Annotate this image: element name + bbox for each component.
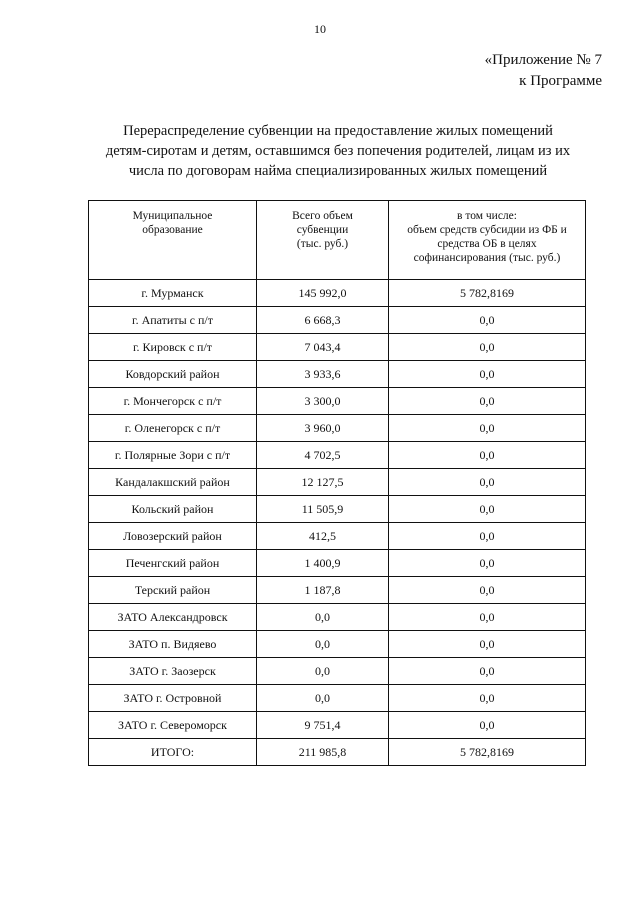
cell-municipality: ЗАТО г. Заозерск: [89, 658, 257, 685]
table-row: [89, 604, 586, 631]
cell-municipality: г. Оленегорск с п/т: [89, 415, 257, 442]
cell-municipality: ЗАТО г. Североморск: [89, 712, 257, 739]
cell-municipality: Кандалакшский район: [89, 469, 257, 496]
cell-total: 0,0: [257, 685, 389, 712]
table-row: [89, 496, 586, 523]
cell-total: 412,5: [257, 523, 389, 550]
cell-federal: 0,0: [389, 631, 586, 658]
cell-federal: 0,0: [389, 658, 586, 685]
cell-municipality: г. Мончегорск с п/т: [89, 388, 257, 415]
cell-total: 4 702,5: [257, 442, 389, 469]
table-row: [89, 577, 586, 604]
cell-total: 9 751,4: [257, 712, 389, 739]
cell-municipality: г. Мурманск: [89, 280, 257, 307]
table-row: [89, 442, 586, 469]
cell-federal: 0,0: [389, 415, 586, 442]
cell-total: 6 668,3: [257, 307, 389, 334]
cell-total: 1 400,9: [257, 550, 389, 577]
cell-federal: 0,0: [389, 442, 586, 469]
table-row: [89, 415, 586, 442]
table-row: [89, 550, 586, 577]
cell-federal: 0,0: [389, 334, 586, 361]
cell-municipality: г. Кировск с п/т: [89, 334, 257, 361]
cell-municipality: Ковдорский район: [89, 361, 257, 388]
cell-total: 0,0: [257, 631, 389, 658]
table-total-row: [89, 739, 586, 766]
cell-federal: 5 782,8169: [389, 280, 586, 307]
table-row: [89, 631, 586, 658]
cell-municipality: Ловозерский район: [89, 523, 257, 550]
cell-municipality: Кольский район: [89, 496, 257, 523]
table-row: [89, 712, 586, 739]
cell-federal: 0,0: [389, 361, 586, 388]
appendix-line-1: «Приложение № 7: [484, 52, 602, 68]
cell-federal: 0,0: [389, 577, 586, 604]
cell-total: 211 985,8: [257, 739, 389, 766]
document-title: [88, 121, 588, 181]
table-row: [89, 280, 586, 307]
table-header-row: [89, 201, 586, 280]
table-row: [89, 523, 586, 550]
page-number: 10: [314, 22, 326, 36]
cell-municipality: Печенгский район: [89, 550, 257, 577]
title-line-2: детям-сиротам и детям, оставшимся без попечения родителей, лицам из их: [105, 143, 571, 159]
cell-municipality: ЗАТО Александровск: [89, 604, 257, 631]
cell-federal: 0,0: [389, 604, 586, 631]
cell-total: 0,0: [257, 658, 389, 685]
cell-total: 0,0: [257, 604, 389, 631]
cell-total: 3 300,0: [257, 388, 389, 415]
table-row: [89, 388, 586, 415]
header-total-subvention: Всего объем субвенции (тыс. руб.): [257, 201, 389, 280]
cell-municipality: г. Полярные Зори с п/т: [89, 442, 257, 469]
cell-total: 11 505,9: [257, 496, 389, 523]
cell-total: 145 992,0: [257, 280, 389, 307]
cell-municipality: г. Апатиты с п/т: [89, 307, 257, 334]
cell-total: 12 127,5: [257, 469, 389, 496]
cell-federal: 0,0: [389, 469, 586, 496]
cell-total: 7 043,4: [257, 334, 389, 361]
table-row: [89, 307, 586, 334]
cell-federal: 5 782,8169: [389, 739, 586, 766]
cell-federal: 0,0: [389, 388, 586, 415]
cell-federal: 0,0: [389, 550, 586, 577]
cell-municipality: Терский район: [89, 577, 257, 604]
cell-federal: 0,0: [389, 685, 586, 712]
table-row: [89, 469, 586, 496]
cell-total: 1 187,8: [257, 577, 389, 604]
appendix-line-2: к Программе: [519, 73, 602, 89]
cell-federal: 0,0: [389, 712, 586, 739]
cell-total: 3 933,6: [257, 361, 389, 388]
header-federal-share: в том числе: объем средств субсидии из ФБ и средства ОБ в целях софинансирования (тыс. руб.): [389, 201, 586, 280]
cell-federal: 0,0: [389, 523, 586, 550]
table-row: [89, 361, 586, 388]
title-line-3: числа по договорам найма специализированных жилых помещений: [128, 163, 548, 179]
cell-municipality: ИТОГО:: [89, 739, 257, 766]
cell-municipality: ЗАТО п. Видяево: [89, 631, 257, 658]
table-row: [89, 685, 586, 712]
cell-total: 3 960,0: [257, 415, 389, 442]
header-municipality: Муниципальное образование: [89, 201, 257, 280]
cell-federal: 0,0: [389, 496, 586, 523]
title-line-1: Перераспределение субвенции на предоставление жилых помещений: [123, 123, 553, 139]
cell-federal: 0,0: [389, 307, 586, 334]
table-row: [89, 334, 586, 361]
table-row: [89, 658, 586, 685]
cell-municipality: ЗАТО г. Островной: [89, 685, 257, 712]
subvention-table: [88, 200, 586, 766]
appendix-header: [485, 50, 602, 92]
